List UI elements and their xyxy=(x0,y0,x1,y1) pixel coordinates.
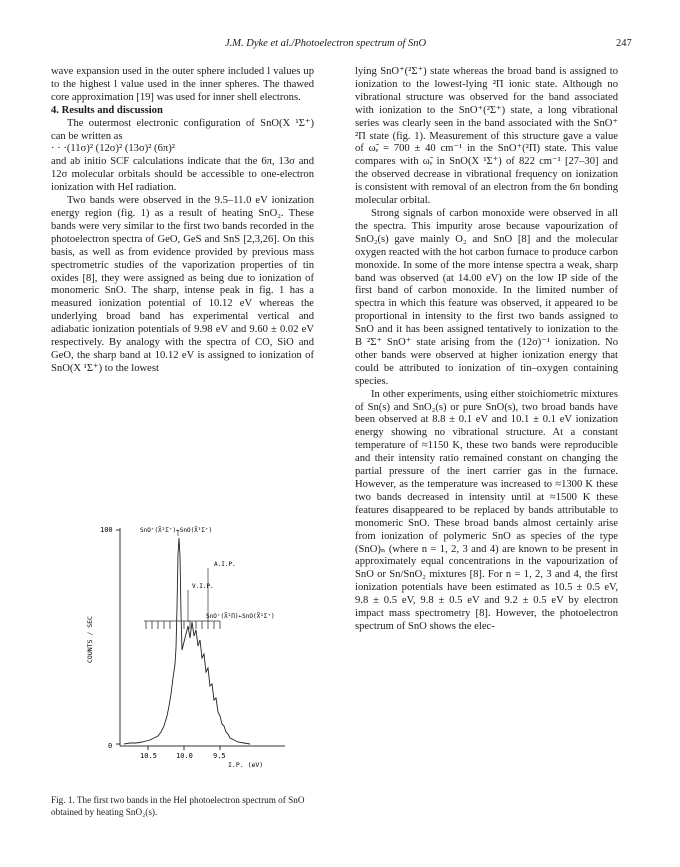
running-title: J.M. Dyke et al./Photoelectron spectrum of SnO xyxy=(225,38,427,49)
label-aip: A.I.P. xyxy=(214,561,236,568)
paragraph: lying SnO⁺(²Σ⁺) state whereas the broad band is assigned to ionization to the lowest-lying ²Π ionic state. Although no vibrational structure was observed for the band associated with ionization to the SnO⁺(²Σ⁺) state, a long vibrational series was clearly seen in the band associated with the SnO⁺ ²Π state (fig. 1). Measurement of this structure gave a value of ω̃ₑ = 700 ± 40 cm⁻¹ in the SnO⁺(²Π) state. This value compares with ω̃ₑ in SnO(X ¹Σ⁺) of 822 cm⁻¹ [27–30] and the observed decrease in vibrational frequency on ionization is consistent with removal of an electron from the 6π bonding molecular orbital. xyxy=(355,66,618,207)
figure-1 xyxy=(60,518,300,783)
right-column xyxy=(355,66,618,634)
x-tick-label: 9.5 xyxy=(213,752,226,760)
y-tick-label-top: 100 xyxy=(100,526,113,534)
paragraph: Strong signals of carbon monoxide were observed in all the spectra. This impurity arose because vapourization of SnO₂(s) gave mainly O₂ and SnO [8] and the molecular oxygen reacted with the hot carbon furnace to produce carbon monoxide. In some of the more intense spectra a weak, sharp band was observed (at 14.00 eV) on the low IP side of the first band of carbon monoxide. In the limited number of spectra in which this feature was observed, it appeared to be proportional in intensity to the first two bands assigned to SnO and it has been assigned tentatively to ionization to the B ²Σ⁺ SnO⁺ state arising from the (12σ)⁻¹ ionization. No other bands were observed at higher ionization energy that could be attributed to ionization of tin–oxygen containing species. xyxy=(355,207,618,387)
paragraph: wave expansion used in the outer sphere included l values up to the highest l value used in the inner spheres. The thawed core approximation [19] was used for inner shell electrons. xyxy=(51,66,314,103)
paragraph: The outermost electronic configuration of SnO(X ¹Σ⁺) can be written as xyxy=(51,117,314,142)
page-number: 247 xyxy=(616,38,632,49)
x-tick-label: 10.5 xyxy=(140,752,157,760)
left-column xyxy=(51,66,314,376)
paragraph: In other experiments, using either stoichiometric mixtures of Sn(s) and SnO₂(s) or pure SnO(s), two broad bands have been observed at 8.8 ± 0.1 eV and 10.1 ± 0.1 eV ionization energy showing no vibrational structure. At a constant temperature of ≈1150 K, these two bands were reproducible and their intensity ratio remained constant on changing the partial pressure of the inert carrier gas in the furnace. However, as the temperature was increased to ≈1300 K these two bands decreased in intensity until at ≈1500 K these features disappeared to be replaced by bands attributable to monomeric SnO. These broad bands almost certainly arise from ionization of polymeric SnO as species of the type (SnO)ₙ (where n = 1, 2, 3 and 4) are known to be present in approximately equal concentrations in the vapourization of SnO or Sn/SnO₂ mixtures [8]. For n = 1, 2, 3 and 4, the first ionization potentials have been estimated as 10.5 ± 0.5 eV, 9.8 ± 0.5 eV, 9.8 ± 0.5 eV and 9.2 ± 0.5 eV by electron impact mass spectrometry [8]. However, the photoelectron spectrum of SnO shows the elec- xyxy=(355,388,618,632)
figure-caption: Fig. 1. The first two bands in the HeI photoelectron spectrum of SnO obtained by heating SnO₂(s). xyxy=(51,795,305,817)
x-tick-label: 10.0 xyxy=(176,752,193,760)
configuration-formula: · · ·(11σ)² (12σ)² (13σ)² (6π)² xyxy=(51,143,175,155)
y-axis-label: COUNTS / SEC xyxy=(86,616,94,663)
paragraph: Two bands were observed in the 9.5–11.0 eV ionization energy region (fig. 1) as a result of heating SnO₂. These bands were very similar to the first two bands recorded in the photoelectron spectra of GeO, GeS and SnS [2,3,26]. On this basis, as well as from evidence provided by previous mass spectrometric studies of the vaporization properties of tin oxides [8], they were assigned as being due to ionization of monomeric SnO. The sharp, intense peak in fig. 1 has a measured ionization potential of 10.12 eV whereas the underlying broad band has experimental vertical and adiabatic ionization potentials of 9.98 eV and 9.60 ± 0.02 eV respectively. By analogy with the spectra of CO, SiO and GeO, the sharp band at 10.12 eV is assigned to ionization of SnO(X ¹Σ⁺) to the lowest xyxy=(51,195,314,374)
y-tick-label-bottom: 0 xyxy=(108,742,113,750)
label-vip: V.I.P. xyxy=(192,583,214,590)
x-axis-label: I.P. (eV) xyxy=(228,761,264,769)
section-heading: 4. Results and discussion xyxy=(51,104,163,116)
spectrum-plot xyxy=(60,518,300,783)
vibrational-ticks xyxy=(144,621,220,629)
spectrum-trace xyxy=(124,538,250,744)
label-sigma-band: SnO⁺(X̃²Σ⁺)←SnO(X̃¹Σ⁺) xyxy=(140,527,213,534)
paragraph: and ab initio SCF calculations indicate that the 6π, 13σ and 12σ molecular orbitals should be accessible to one-electron ionization with HeI radiation. xyxy=(51,156,314,194)
label-pi-band: SnO⁺(X̃²Π)←SnO(X̃¹Σ⁺) xyxy=(206,613,275,620)
